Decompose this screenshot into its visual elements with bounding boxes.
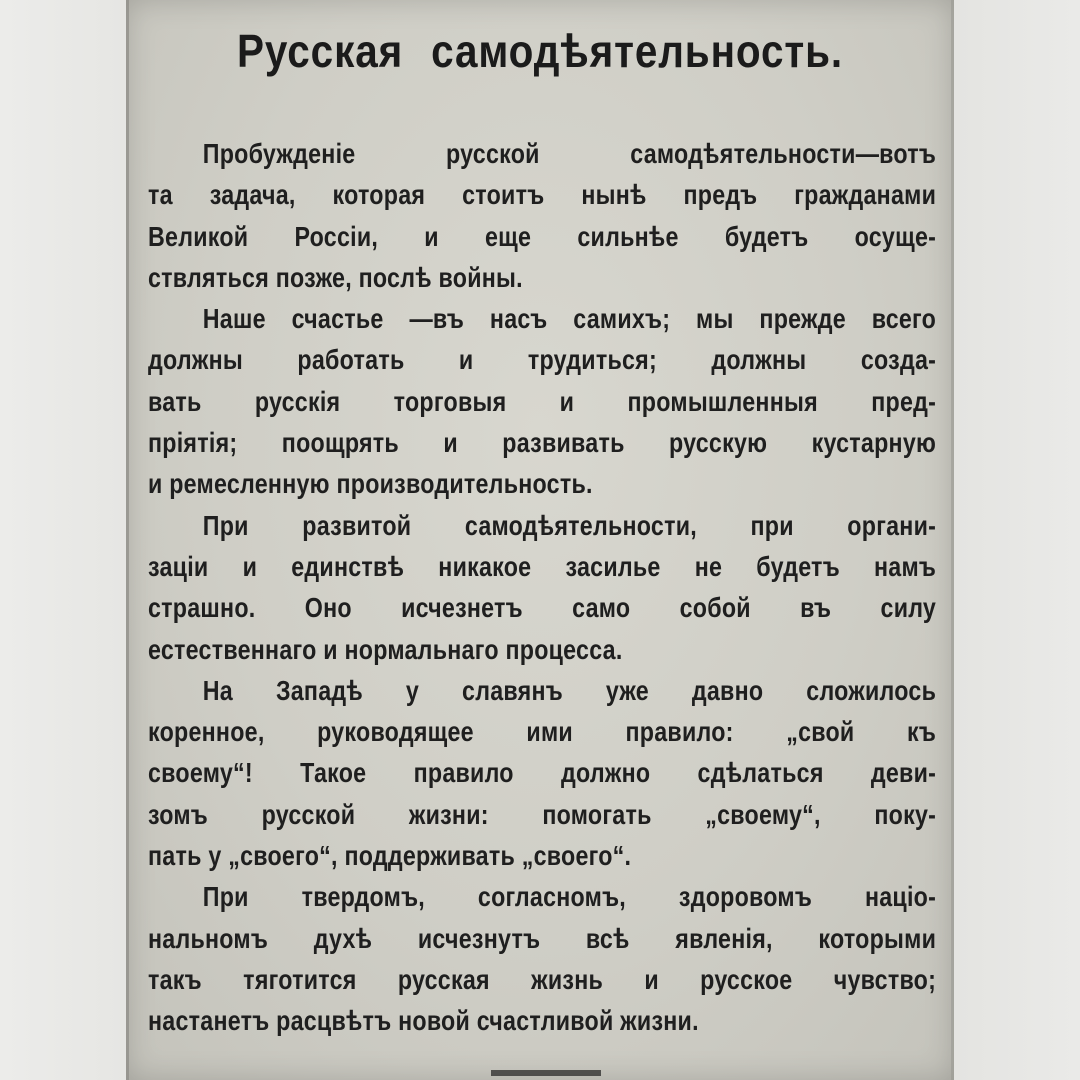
article-line: пать у „своего“, поддерживать „своего“. xyxy=(148,840,632,872)
article-line: зомъ русской жизни: помогать „своему“, поку- xyxy=(148,798,937,830)
article-line: Великой Россіи, и еще сильнѣе будетъ осуще- xyxy=(148,220,937,252)
sheet-edge-right xyxy=(951,0,954,1080)
article-line: естественнаго и нормальнаго процесса. xyxy=(148,633,623,665)
article-line: такъ тяготится русская жизнь и русское чувство; xyxy=(148,963,937,995)
article-line: заціи и единствѣ никакое засилье не будетъ намъ xyxy=(148,550,937,582)
article-line: вать русскія торговыя и промышленныя пред- xyxy=(148,385,937,417)
article-line: своему“! Такое правило должно сдѣлаться деви- xyxy=(148,757,937,789)
article-line: пріятія; поощрять и развивать русскую кустарную xyxy=(148,427,937,459)
background-frame-right xyxy=(954,0,1080,1080)
article-title: Русская самодѣятельность. xyxy=(237,25,843,77)
article-line: Пробужденіе русской самодѣятельности—вотъ xyxy=(202,138,937,169)
article-line: и ремесленную производительность. xyxy=(148,468,593,500)
sheet-edge-left xyxy=(126,0,129,1080)
article-line: При твердомъ, согласномъ, здоровомъ націо- xyxy=(202,881,937,913)
article-line: При развитой самодѣятельности, при органи- xyxy=(202,509,937,541)
article-line: нальномъ духѣ исчезнутъ всѣ явленія, которыми xyxy=(148,922,937,954)
article-body xyxy=(148,133,936,1042)
article-line: ствляться позже, послѣ войны. xyxy=(148,261,523,293)
article-line: На Западѣ у славянъ уже давно сложилось xyxy=(202,674,937,706)
article-line: Наше счастье —въ насъ самихъ; мы прежде всего xyxy=(202,303,937,335)
article-line: страшно. Оно исчезнетъ само собой въ силу xyxy=(148,592,937,624)
article-line: та задача, которая стоитъ нынѣ предъ гражданами xyxy=(148,179,937,211)
bottom-rule-divider xyxy=(491,1070,601,1076)
article-line: настанетъ расцвѣтъ новой счастливой жизни. xyxy=(148,1005,699,1037)
article-line: коренное, руководящее ими правило: „свой къ xyxy=(148,716,937,748)
article-line: должны работать и трудиться; должны созда- xyxy=(148,344,937,376)
background-frame-left xyxy=(0,0,126,1080)
newspaper-clipping xyxy=(126,0,954,1080)
